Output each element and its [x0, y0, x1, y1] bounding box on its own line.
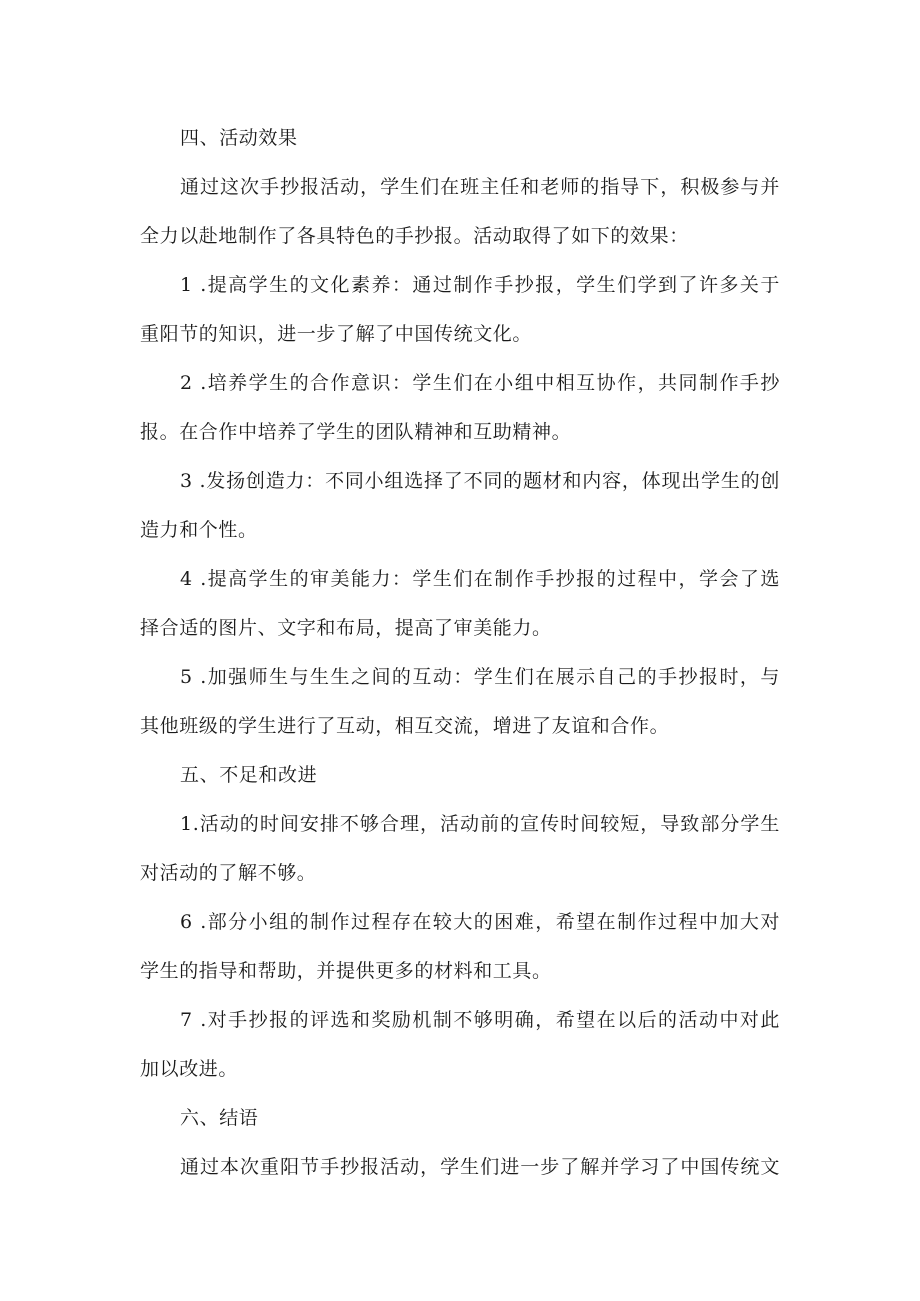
list-item-line: 4 .提高学生的审美能力：学生们在制作手抄报的过程中，学会了选	[180, 568, 780, 590]
list-item-line: 6 .部分小组的制作过程存在较大的困难，希望在制作过程中加大对	[180, 911, 780, 933]
list-item-line: 造力和个性。	[140, 519, 258, 541]
paragraph-line: 通过这次手抄报活动，学生们在班主任和老师的指导下，积极参与并	[180, 176, 780, 198]
list-item-line: 1 .提高学生的文化素养：通过制作手抄报，学生们学到了许多关于	[180, 274, 780, 296]
list-item-line: 5 .加强师生与生生之间的互动：学生们在展示自己的手抄报时，与	[180, 666, 780, 688]
section-heading-conclusion: 六、结语	[180, 1107, 259, 1129]
paragraph-line: 通过本次重阳节手抄报活动，学生们进一步了解并学习了中国传统文	[180, 1156, 780, 1178]
list-item-line: 择合适的图片、文字和布局，提高了审美能力。	[140, 617, 552, 639]
list-item-line: 7 .对手抄报的评选和奖励机制不够明确，希望在以后的活动中对此	[180, 1009, 780, 1031]
list-item-line: 2 .培养学生的合作意识：学生们在小组中相互协作，共同制作手抄	[180, 372, 780, 394]
list-item-line: 报。在合作中培养了学生的团队精神和互助精神。	[140, 421, 572, 443]
paragraph-line: 全力以赴地制作了各具特色的手抄报。活动取得了如下的效果：	[140, 225, 689, 247]
section-heading-effects: 四、活动效果	[180, 127, 298, 149]
list-item-line: 3 .发扬创造力：不同小组选择了不同的题材和内容，体现出学生的创	[180, 470, 780, 492]
list-item-line: 学生的指导和帮助，并提供更多的材料和工具。	[140, 960, 552, 982]
section-heading-improvements: 五、不足和改进	[180, 764, 318, 786]
list-item-line: 重阳节的知识，进一步了解了中国传统文化。	[140, 323, 533, 345]
list-item-line: 对活动的了解不够。	[140, 862, 317, 884]
list-item-line: 加以改进。	[140, 1058, 239, 1080]
list-item-line: 1.活动的时间安排不够合理，活动前的宣传时间较短，导致部分学生	[180, 813, 780, 835]
list-item-line: 其他班级的学生进行了互动，相互交流，增进了友谊和合作。	[140, 715, 670, 737]
